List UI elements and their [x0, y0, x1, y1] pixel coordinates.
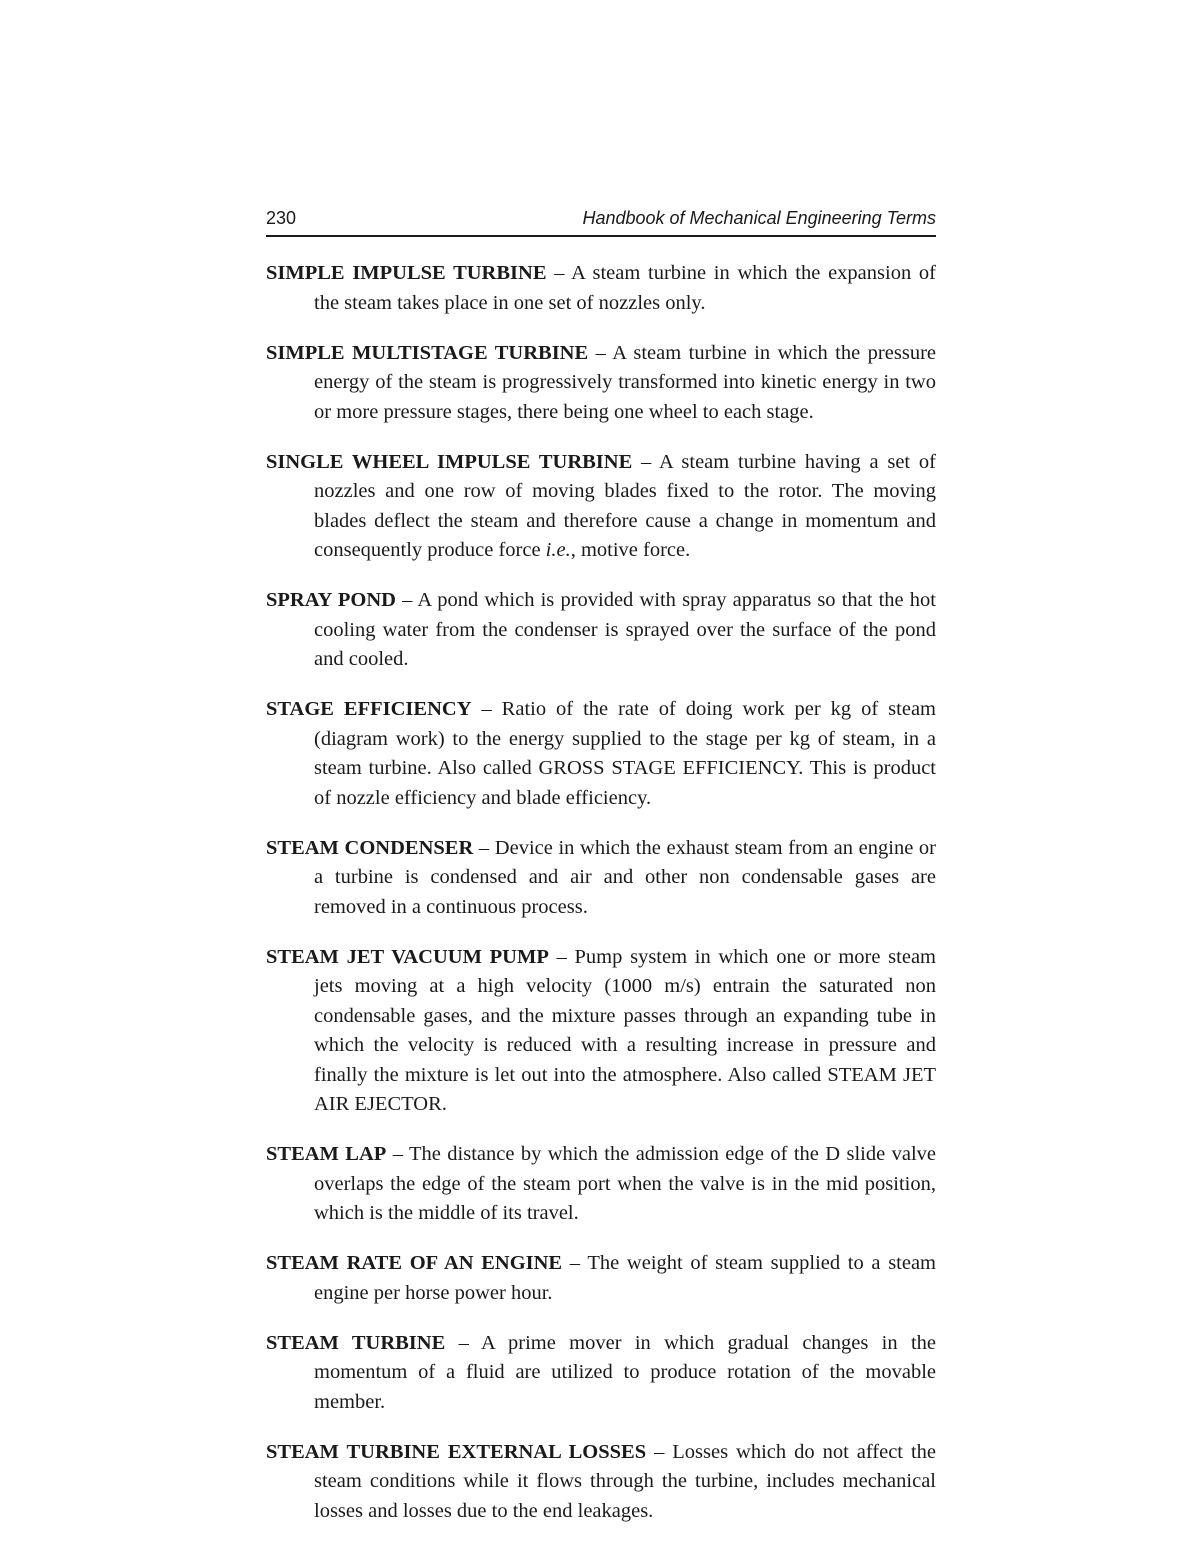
entry-definition: A prime mover in which gradual changes in the momentum of a fluid are utilized to produce rotation of the movable member. [314, 1331, 936, 1413]
running-head [266, 208, 936, 237]
entry-separator: – [546, 262, 572, 284]
entry-term: SPRAY POND [266, 589, 396, 611]
entry-definition: The weight of steam supplied to a steam engine per horse power hour. [314, 1252, 937, 1304]
entry-separator: – [471, 698, 502, 720]
entry-separator: – [588, 341, 613, 364]
entry-term: STEAM JET VACUUM PUMP [266, 945, 549, 968]
book-title: Handbook of Mechanical Engineering Terms [582, 208, 936, 228]
entry-term: STEAM LAP [266, 1143, 387, 1165]
entry-term: STEAM TURBINE EXTERNAL LOSSES [266, 1440, 647, 1463]
entry-definition: A pond which is provided with spray apparatus so that the hot cooling water from the condenser is sprayed over the surface of the pond and cooled. [314, 589, 937, 670]
entry-separator: – [632, 450, 659, 473]
entry-term: SIMPLE IMPULSE TURBINE [266, 262, 547, 284]
entry-definition: Device in which the exhaust steam from an engine or a turbine is condensed and air and other non condensable gases are removed in a continuous process. [314, 836, 937, 918]
entry-separator: – [646, 1440, 673, 1463]
entry-definition: A steam turbine in which the expansion of the steam takes place in one set of nozzles only. [314, 262, 937, 314]
entry-definition-italic: i.e. [545, 539, 571, 561]
entry-term: SINGLE WHEEL IMPULSE TURBINE [266, 450, 633, 473]
entry-separator: – [473, 836, 495, 859]
entry-definition: Losses which do not affect the steam conditions while it flows through the turbine, includes mechanical losses and losses due to the end leakages. [314, 1440, 937, 1522]
entry-term: STEAM RATE OF AN ENGINE [266, 1252, 563, 1274]
entry-separator: – [395, 589, 418, 611]
entry-definition: The distance by which the admission edge of the D slide valve overlaps the edge of the steam port when the valve is in the mid position, which is the middle of its travel. [314, 1143, 936, 1224]
entry-term: STEAM CONDENSER [266, 836, 474, 859]
entry-term: STEAM TURBINE [266, 1331, 446, 1354]
glossary-entry [266, 259, 936, 318]
entry-definition: A steam turbine having a set of nozzles and one row of moving blades fixed to the rotor. The moving blades deflect the steam and therefore cause a change in momentum and consequently produce force [314, 450, 936, 561]
glossary-entry [266, 695, 936, 813]
entry-term: SIMPLE MULTISTAGE TURBINE [266, 341, 589, 364]
glossary-entry [266, 448, 936, 566]
entry-separator: – [562, 1252, 588, 1274]
book-page [266, 208, 936, 1532]
glossary-entry [266, 943, 936, 1120]
glossary-entry [266, 1140, 936, 1229]
entry-separator: – [445, 1331, 482, 1354]
glossary-entry [266, 1329, 936, 1418]
entry-separator: – [548, 945, 575, 968]
glossary-entry [266, 1438, 936, 1527]
entry-term: STAGE EFFICIENCY [266, 698, 472, 720]
entry-definition: Ratio of the rate of doing work per kg of steam (diagram work) to the energy supplied to the stage per kg of steam, in a steam turbine. Also called GROSS STAGE EFFICIENCY. This is product of nozzle efficiency and blade efficiency. [314, 698, 936, 809]
page-number: 230 [266, 208, 297, 228]
entry-definition-tail: , motive force. [570, 539, 691, 561]
glossary-entries [266, 259, 936, 1526]
glossary-entry [266, 586, 936, 675]
entry-definition: Pump system in which one or more steam jets moving at a high velocity (1000 m/s) entrain the saturated non condensable gases, and the mixture passes through an expanding tube in which the velocity is reduced with a resulting increase in pressure and finally the mixture is let out into the atmosphere. Also called STEAM JET AIR EJECTOR. [314, 945, 937, 1115]
glossary-entry [266, 1249, 936, 1308]
entry-separator: – [386, 1143, 409, 1165]
entry-definition: A steam turbine in which the pressure energy of the steam is progressively transformed into kinetic energy in two or more pressure stages, there being one wheel to each stage. [314, 341, 936, 423]
glossary-entry [266, 834, 936, 923]
glossary-entry [266, 339, 936, 428]
